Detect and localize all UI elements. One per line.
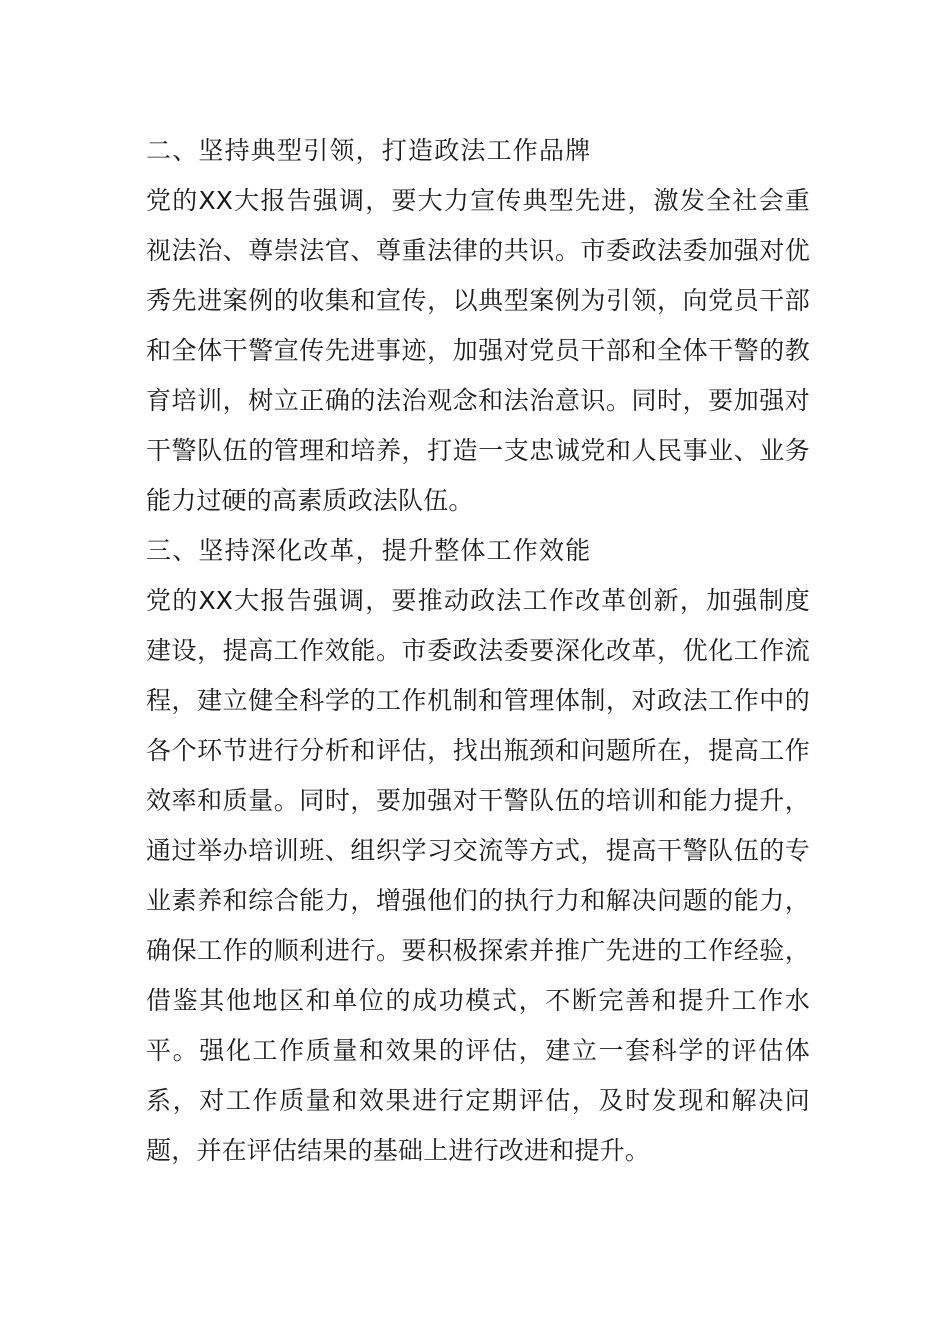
section-heading-2: 二、坚持典型引领，打造政法工作品牌 [146,136,592,165]
section-paragraph-3: 党的XX大报告强调，要推动政法工作改革创新，加强制度建设，提高工作效能。市委政法委要深化改革，优化工作流程，建立健全科学的工作机制和管理体制，对政法工作中的各个环节进行分析和评估，找出瓶颈和问题所在，提高工作效率和质量。同时，要加强对干警队伍的培训和能力提升，通过举办培训班、组织学习交流等方式，提高干警队伍的专业素养和综合能力，增强他们的执行力和解决问题的能力，确保工作的顺利进行。要积极探索并推广先进的工作经验，借鉴其他地区和单位的成功模式，不断完善和提升工作水平。强化工作质量和效果的评估，建立一套科学的评估体系，对工作质量和效果进行定期评估，及时发现和解决问题，并在评估结果的基础上进行改进和提升。 [146,586,810,1165]
section-heading-3: 三、坚持深化改革，提升整体工作效能 [146,536,592,565]
section-paragraph-2: 党的XX大报告强调，要大力宣传典型先进，激发全社会重视法治、尊崇法官、尊重法律的共识。市委政法委加强对优秀先进案例的收集和宣传，以典型案例为引领，向党员干部和全体干警宣传先进事迹，加强对党员干部和全体干警的教育培训，树立正确的法治观念和法治意识。同时，要加强对干警队伍的管理和培养，打造一支忠诚党和人民事业、业务能力过硬的高素质政法队伍。 [146,186,810,515]
document-body [146,126,810,1176]
